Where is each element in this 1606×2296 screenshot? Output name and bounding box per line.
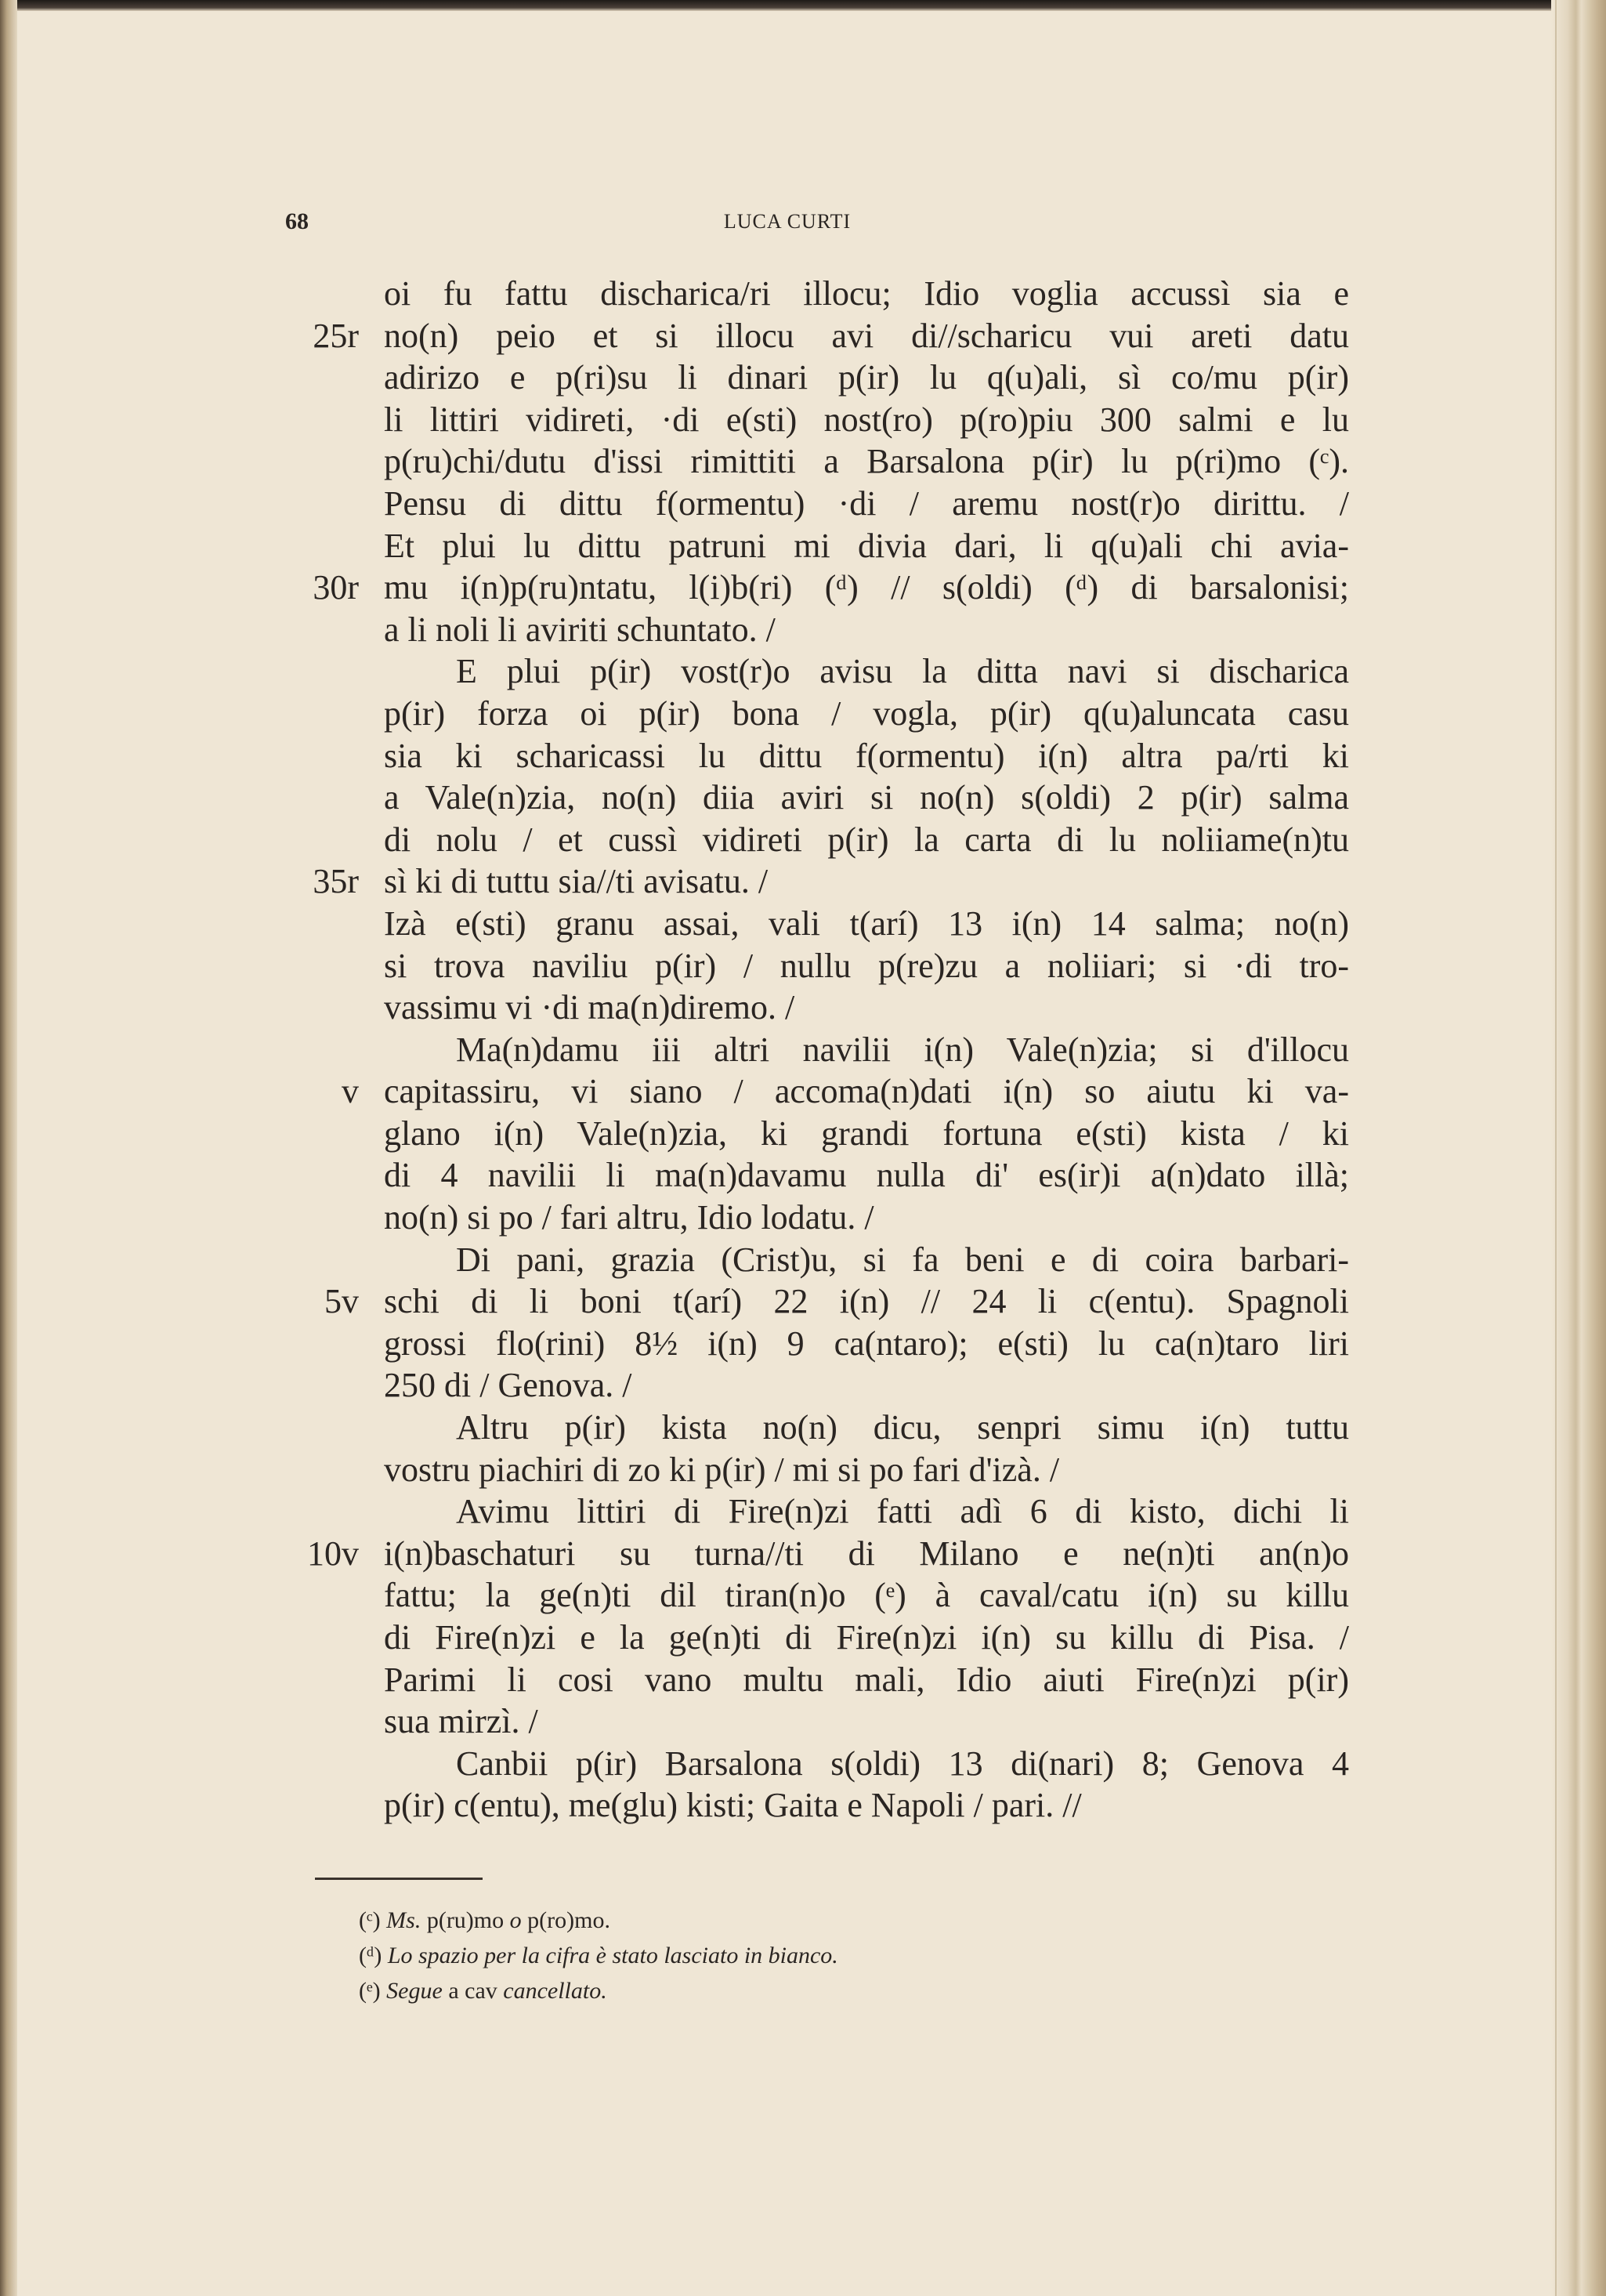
- footnotes: [359, 1903, 838, 2008]
- text-line: no(n) si po / fari altru, Idio lodatu. /: [384, 1198, 874, 1237]
- footnote-text: o: [509, 1907, 522, 1933]
- folio-margin-label: 10v: [307, 1534, 359, 1573]
- text-line: vostru piachiri di zo ki p(ir) / mi si po fari d'izà. /: [384, 1450, 1060, 1489]
- text-line: Izà e(sti) granu assai, vali t(arí) 13 i(n) 14 salma; no(n): [384, 904, 1349, 943]
- running-head-text: LUCA CURTI: [723, 210, 852, 233]
- text-line: grossi flo(rini) 8½ i(n) 9 ca(ntaro); e(sti) lu ca(n)taro liri: [384, 1324, 1349, 1363]
- text-line: li littiri vidireti, ·di e(sti) nost(ro) p(ro)piu 300 salmi e lu: [384, 400, 1349, 439]
- text-line: glano i(n) Vale(n)zia, ki grandi fortuna e(sti) kista / ki: [384, 1114, 1349, 1153]
- text-line: no(n) peio et si illocu avi di//scharicu vui areti datu: [384, 316, 1349, 355]
- text-line: Pensu di dittu f(ormentu) ·di / aremu nost(r)o dirittu. /: [384, 483, 1349, 523]
- folio-margin-label: 30r: [313, 568, 359, 607]
- text-line: fattu; la ge(n)ti dil tiran(n)o (ᵉ) à caval/catu i(n) su killu: [384, 1576, 1349, 1615]
- footnote-text: p(ru)mo: [426, 1907, 505, 1933]
- text-line: a li noli li aviriti schuntato. /: [384, 610, 776, 649]
- footnote: [359, 1973, 838, 2008]
- text-line: si trova naviliu p(ir) / nullu p(re)zu a noliiari; si ·di tro-: [384, 946, 1349, 985]
- text-line: Ma(n)damu iii altri navilii i(n) Vale(n)zia; si d'illocu: [456, 1030, 1349, 1069]
- edited-text-body: [307, 273, 1349, 1827]
- text-line: p(ir) c(entu), me(glu) kisti; Gaita e Napoli / pari. //: [384, 1786, 1082, 1825]
- book-spine-edge: [0, 0, 17, 2296]
- text-line: capitassiru, vi siano / accoma(n)dati i(n) so aiutu ki va-: [384, 1072, 1349, 1111]
- text-line: schi di li boni t(arí) 22 i(n) // 24 li c(entu). Spagnoli: [384, 1282, 1349, 1321]
- folio-margin-label: v: [342, 1072, 359, 1111]
- footnote-text: a cav: [448, 1978, 497, 2004]
- footnote-mark: (ᵈ): [359, 1943, 382, 1968]
- folio-margin-label: 5v: [324, 1282, 359, 1321]
- footnote-mark: (ᵉ): [359, 1978, 381, 2004]
- text-line: a Vale(n)zia, no(n) diia aviri si no(n) s(oldi) 2 p(ir) salma: [384, 778, 1349, 817]
- text-line: sia ki scharicassi lu dittu f(ormentu) i(n) altra pa/rti ki: [384, 736, 1349, 775]
- text-line: vassimu vi ·di ma(n)diremo. /: [384, 988, 795, 1027]
- footnote: [359, 1903, 838, 1938]
- text-line: di 4 navilii li ma(n)davamu nulla di' es(ir)i a(n)dato illà;: [384, 1156, 1349, 1195]
- page-edge-line: [1555, 0, 1557, 2296]
- footnote-rule: [315, 1878, 483, 1880]
- text-line: i(n)baschaturi su turna//ti di Milano e ne(n)ti an(n)o: [384, 1534, 1349, 1573]
- text-line: Canbii p(ir) Barsalona s(oldi) 13 di(nari) 8; Genova 4: [456, 1744, 1349, 1783]
- text-line: Altru p(ir) kista no(n) dicu, senpri simu i(n) tuttu: [456, 1408, 1349, 1447]
- footnote-text: Ms.: [386, 1907, 421, 1933]
- footnote-mark: (ᶜ): [359, 1907, 381, 1933]
- running-head: [0, 210, 1606, 234]
- text-line: sua mirzì. /: [384, 1702, 538, 1741]
- footnote-text: Lo spazio per la cifra è stato lasciato in bianco.: [387, 1943, 838, 1968]
- page-number: 68: [285, 208, 309, 234]
- text-line: Di pani, grazia (Crist)u, si fa beni e di coira barbari-: [456, 1240, 1349, 1279]
- text-line: 250 di / Genova. /: [384, 1366, 632, 1405]
- footnote-text: p(ro)mo.: [527, 1907, 610, 1933]
- footnote-text: cancellato.: [503, 1978, 607, 2004]
- text-line: mu i(n)p(ru)ntatu, l(i)b(ri) (ᵈ) // s(oldi) (ᵈ) di barsalonisi;: [384, 568, 1349, 607]
- page-top-edge: [0, 0, 1606, 11]
- text-line: sì ki di tuttu sia//ti avisatu. /: [384, 862, 769, 901]
- text-line: Avimu littiri di Fire(n)zi fatti adì 6 di kisto, dichi li: [456, 1492, 1349, 1531]
- text-line: Et plui lu dittu patruni mi divia dari, li q(u)ali chi avia-: [384, 526, 1349, 565]
- text-line: adirizo e p(ri)su li dinari p(ir) lu q(u)ali, sì co/mu p(ir): [384, 358, 1349, 397]
- text-line: di nolu / et cussì vidireti p(ir) la carta di lu noliiame(n)tu: [384, 820, 1349, 859]
- text-line: oi fu fattu discharica/ri illocu; Idio voglia accussì sia e: [384, 274, 1349, 313]
- text-line: p(ir) forza oi p(ir) bona / vogla, p(ir) q(u)aluncata casu: [384, 694, 1349, 733]
- footnote-text: Segue: [386, 1978, 443, 2004]
- folio-margin-label: 25r: [313, 316, 359, 355]
- text-line: Parimi li cosi vano multu mali, Idio aiuti Fire(n)zi p(ir): [384, 1660, 1349, 1699]
- text-line: p(ru)chi/dutu d'issi rimittiti a Barsalona p(ir) lu p(ri)mo (ᶜ).: [384, 442, 1349, 481]
- text-line: di Fire(n)zi e la ge(n)ti di Fire(n)zi i(n) su killu di Pisa. /: [384, 1618, 1349, 1657]
- folio-margin-label: 35r: [313, 862, 359, 901]
- page-stack-edge: [1551, 0, 1606, 2296]
- text-line: E plui p(ir) vost(r)o avisu la ditta navi si discharica: [456, 652, 1349, 691]
- footnote: [359, 1938, 838, 1973]
